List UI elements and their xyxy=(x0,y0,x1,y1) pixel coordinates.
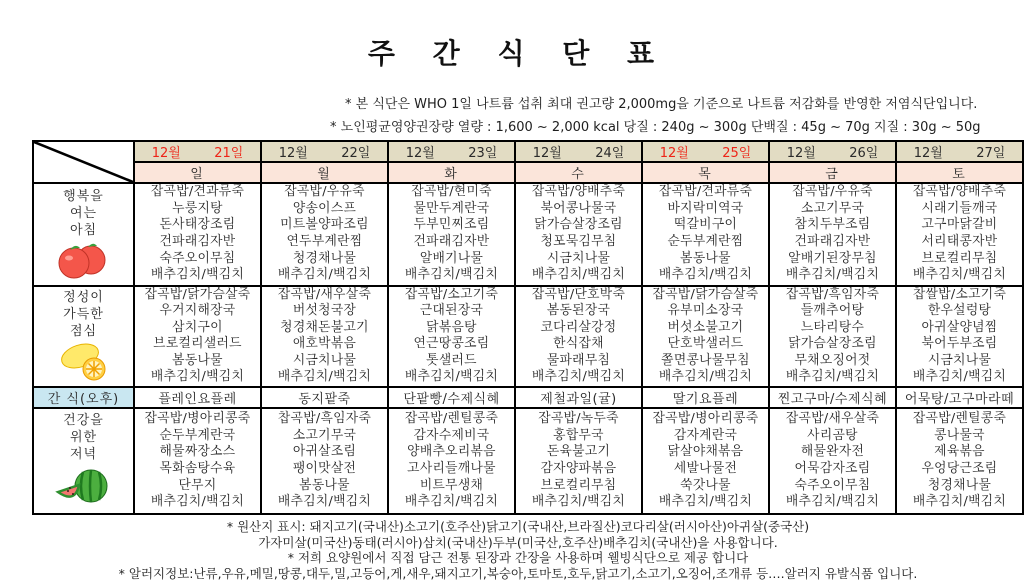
menu-item: 건파래김자반 xyxy=(413,234,490,249)
menu-item: 배추김치/백김치 xyxy=(531,369,626,385)
day-cell-wed: 수 xyxy=(515,162,642,183)
menu-item: 브로컬리무침 xyxy=(921,250,998,266)
menu-item: 잡곡밥/닭가슴살죽 xyxy=(652,286,759,302)
menu-cell-tue-dinner xyxy=(388,408,515,514)
day-row xyxy=(33,162,1023,183)
menu-cell-fri-dinner xyxy=(769,408,896,514)
watermelon-icon-wrap xyxy=(34,464,133,510)
menu-cell-fri-lunch xyxy=(769,286,896,388)
menu-item: 느타리탕수 xyxy=(800,319,865,335)
menu-item: 배추김치/백김치 xyxy=(150,494,245,510)
menu-cell-sun-snack: 플레인요플레 xyxy=(134,387,261,408)
menu-item: 참치두부조림 xyxy=(794,217,871,233)
origin-note-line1: * 원산지 표시: 돼지고기(국내산)소고기(호주산)닭고기(국내산,브라질산)코다리살(러시아산)아귀살(중국산) xyxy=(226,519,810,535)
menu-item: 톳샐러드 xyxy=(426,352,477,368)
menu-table-body xyxy=(33,141,1023,515)
menu-item: 우거지해장국 xyxy=(159,303,236,319)
menu-item: 콩나물국 xyxy=(934,427,985,443)
menu-item: 잡곡밥/단호박죽 xyxy=(531,286,626,302)
menu-cell-sat-dinner xyxy=(896,408,1023,514)
menu-item: 배추김치/백김치 xyxy=(658,267,753,283)
menu-item: 코다리살강정 xyxy=(540,319,617,335)
menu-cell-thu-lunch xyxy=(642,286,769,388)
menu-cell-tue-snack: 단팥빵/수제식혜 xyxy=(388,387,515,408)
corner-cell xyxy=(33,141,134,183)
menu-item: 봄동나물 xyxy=(299,477,350,493)
menu-item: 단호박샐러드 xyxy=(667,336,744,352)
menu-cell-mon-snack: 동지팥죽 xyxy=(261,387,388,408)
dinner-label-line: 위한 xyxy=(69,430,98,446)
menu-item: 봄동된장국 xyxy=(546,303,611,319)
day-cell-sat: 토 xyxy=(896,162,1023,183)
menu-item: 배추김치/백김치 xyxy=(404,369,499,385)
menu-item: 해물짜장소스 xyxy=(159,444,236,460)
menu-item: 비트무생채 xyxy=(419,477,484,493)
lunch-label-line: 점심 xyxy=(69,324,98,340)
menu-item: 숙주오이무침 xyxy=(794,477,871,493)
menu-item: 버섯청국장 xyxy=(292,303,357,319)
watermelon-icon xyxy=(55,464,113,510)
allergy-note: * 알러지정보:난류,우유,메밀,땅콩,대두,밀,고등어,게,새우,돼지고기,복숭아,토마토,호두,닭고기,소고기,오징어,조개류 등….알러지 유발식품 입니다. xyxy=(118,565,918,581)
menu-item: 건파래김자반 xyxy=(159,234,236,249)
date-cell-mon xyxy=(261,141,388,162)
date-month: 12월 xyxy=(278,145,308,161)
menu-item: 잡곡밥/양배추죽 xyxy=(912,184,1007,200)
origin-note-line2: 가자미살(미국산)동태(러시아)삼치(국내산)두부(미국산,호주산)배추김치(국내산)을 사용합니다. xyxy=(258,534,778,550)
menu-item: 양송이스프 xyxy=(292,200,357,216)
menu-item: 돈사태장조림 xyxy=(159,217,236,233)
date-cell-fri xyxy=(769,141,896,162)
menu-item: 두부민찌조림 xyxy=(413,217,490,233)
lunch-label-line: 정성이 xyxy=(63,290,104,306)
date-month: 12월 xyxy=(151,145,181,161)
menu-cell-sun-breakfast xyxy=(134,183,261,286)
menu-item: 배추김치/백김치 xyxy=(277,494,372,510)
menu-item: 잡곡밥/새우살죽 xyxy=(277,286,372,302)
menu-cell-fri-snack: 찐고구마/수제식혜 xyxy=(769,387,896,408)
menu-item: 한식잡채 xyxy=(553,336,604,352)
menu-item: 누룽지탕 xyxy=(172,200,223,216)
lunch-label-line: 가득한 xyxy=(63,307,104,323)
menu-item: 세발나물전 xyxy=(673,461,738,477)
menu-item: 청경채나물 xyxy=(927,477,992,493)
menu-item: 잡곡밥/양배추죽 xyxy=(531,184,626,200)
menu-item: 닭가슴살장조림 xyxy=(788,336,877,352)
menu-item: 배추김치/백김치 xyxy=(531,267,626,283)
date-cell-sat xyxy=(896,141,1023,162)
menu-item: 건파래김자반 xyxy=(794,234,871,249)
date-day: 27일 xyxy=(976,145,1006,161)
menu-item: 청경채나물 xyxy=(292,250,357,266)
menu-item: 버섯소불고기 xyxy=(667,319,744,335)
menu-item: 사리곰탕 xyxy=(807,427,858,443)
top-notes xyxy=(0,93,1036,135)
menu-cell-mon-lunch xyxy=(261,286,388,388)
date-cell-thu xyxy=(642,141,769,162)
menu-item: 삼치구이 xyxy=(172,319,223,335)
menu-item: 청경채돈불고기 xyxy=(280,319,369,335)
menu-item: 잡곡밥/소고기죽 xyxy=(404,286,499,302)
sodium-note: * 본 식단은 WHO 1일 나트륨 섭취 최대 권고량 2,000mg을 기준으로 나트륨 저감화를 반영한 저염식단입니다. xyxy=(345,96,978,112)
menu-item: 목화솜탕수육 xyxy=(159,461,236,477)
menu-item: 소고기무국 xyxy=(800,200,865,216)
menu-item: 배추김치/백김치 xyxy=(404,267,499,283)
menu-item: 고구마닭갈비 xyxy=(921,217,998,233)
menu-item: 북어두부조림 xyxy=(921,336,998,352)
menu-item: 떡갈비구이 xyxy=(673,217,738,233)
menu-cell-sat-snack: 어묵탕/고구마라떼 xyxy=(896,387,1023,408)
menu-item: 배추김치/백김치 xyxy=(277,267,372,283)
menu-item: 제육볶음 xyxy=(934,444,985,460)
menu-item: 브로컬리무침 xyxy=(540,477,617,493)
breakfast-label-line: 여는 xyxy=(69,206,98,221)
menu-item: 물만두계란국 xyxy=(413,200,490,216)
menu-item: 배추김치/백김치 xyxy=(150,267,245,283)
menu-item: 아귀살양념찜 xyxy=(921,319,998,335)
menu-item: 어묵감자조림 xyxy=(794,461,871,477)
menu-item: 잡곡밥/병아리콩죽 xyxy=(652,411,759,427)
menu-cell-sat-breakfast xyxy=(896,183,1023,286)
menu-item: 감자수제비국 xyxy=(413,427,490,443)
menu-item: 유부미소장국 xyxy=(667,303,744,319)
day-cell-sun: 일 xyxy=(134,162,261,183)
dinner-label-line: 건강을 xyxy=(63,413,104,429)
menu-item: 봄동나물 xyxy=(680,250,731,266)
menu-item: 서리태콩자반 xyxy=(921,234,998,249)
menu-cell-wed-lunch xyxy=(515,286,642,388)
menu-item: 잡곡밥/녹두죽 xyxy=(538,411,619,427)
menu-item: 브로컬리샐러드 xyxy=(153,336,242,352)
menu-item: 애호박볶음 xyxy=(292,336,357,352)
breakfast-label-line: 아침 xyxy=(69,223,98,238)
weekly-menu-page xyxy=(0,19,1036,581)
dinner-row-label xyxy=(33,408,134,514)
date-month: 12월 xyxy=(913,145,943,161)
menu-item: 시금치나물 xyxy=(546,250,611,266)
date-day: 22일 xyxy=(341,145,371,161)
menu-item: 쑥갓나물 xyxy=(680,477,731,493)
bottom-notes xyxy=(0,519,1036,581)
menu-item: 봄동나물 xyxy=(172,352,223,368)
day-cell-tue: 화 xyxy=(388,162,515,183)
menu-item: 잡곡밥/우유죽 xyxy=(792,184,873,200)
menu-item: 닭볶음탕 xyxy=(426,319,477,335)
menu-item: 쫄면콩나물무침 xyxy=(661,352,750,368)
menu-item: 아귀살조림 xyxy=(292,444,357,460)
menu-item: 연두부계란찜 xyxy=(286,234,363,249)
menu-cell-thu-breakfast xyxy=(642,183,769,286)
menu-item: 잡곡밥/렌틸콩죽 xyxy=(404,411,499,427)
menu-item: 양배추오리볶음 xyxy=(407,444,496,460)
menu-item: 우엉당근조림 xyxy=(921,461,998,477)
menu-item: 배추김치/백김치 xyxy=(785,369,880,385)
menu-item: 홍합무국 xyxy=(553,427,604,443)
snack-row-label: 간 식(오후) xyxy=(33,387,134,408)
breakfast-row xyxy=(33,183,1023,286)
menu-cell-thu-snack: 딸기요플레 xyxy=(642,387,769,408)
menu-item: 무채오징어젓 xyxy=(794,352,871,368)
menu-item: 배추김치/백김치 xyxy=(404,494,499,510)
menu-item: 감자계란국 xyxy=(673,427,738,443)
menu-item: 찹쌀밥/소고기죽 xyxy=(912,286,1007,302)
menu-cell-mon-dinner xyxy=(261,408,388,514)
menu-item: 알배기된장무침 xyxy=(788,250,877,266)
menu-item: 연근땅콩조림 xyxy=(413,336,490,352)
date-month: 12월 xyxy=(405,145,435,161)
menu-item: 배추김치/백김치 xyxy=(912,267,1007,283)
date-day: 23일 xyxy=(468,145,498,161)
menu-item: 소고기무국 xyxy=(292,427,357,443)
menu-item: 잡곡밥/현미죽 xyxy=(411,184,492,200)
menu-table xyxy=(32,140,1024,516)
menu-item: 배추김치/백김치 xyxy=(277,369,372,385)
menu-item: 순두부계란국 xyxy=(159,427,236,443)
menu-item: 닭살야채볶음 xyxy=(667,444,744,460)
menu-cell-fri-breakfast xyxy=(769,183,896,286)
menu-item: 배추김치/백김치 xyxy=(912,369,1007,385)
menu-item: 배추김치/백김치 xyxy=(785,267,880,283)
menu-item: 배추김치/백김치 xyxy=(658,369,753,385)
menu-item: 잡곡밥/흑임자죽 xyxy=(785,286,880,302)
date-cell-sun xyxy=(134,141,261,162)
menu-item: 배추김치/백김치 xyxy=(150,369,245,385)
menu-item: 팽이맛살전 xyxy=(292,461,357,477)
sauce-note: * 저희 요양원에서 직접 담근 전통 된장과 간장을 사용하며 웰빙식단으로 제공 합니다 xyxy=(287,550,749,566)
tomato-icon-wrap xyxy=(34,240,133,280)
tomato-icon xyxy=(56,240,112,280)
date-row xyxy=(33,141,1023,162)
menu-cell-wed-snack: 제철과일(귤) xyxy=(515,387,642,408)
day-cell-mon: 월 xyxy=(261,162,388,183)
lunch-row-label xyxy=(33,286,134,388)
menu-item: 시래기들깨국 xyxy=(921,200,998,216)
breakfast-label-line: 행복을 xyxy=(63,189,104,204)
date-day: 25일 xyxy=(722,145,752,161)
menu-item: 북어콩나물국 xyxy=(540,200,617,216)
menu-item: 배추김치/백김치 xyxy=(912,494,1007,510)
date-month: 12월 xyxy=(532,145,562,161)
menu-item: 시금치나물 xyxy=(927,352,992,368)
menu-item: 잡곡밥/병아리콩죽 xyxy=(144,411,251,427)
day-cell-fri: 금 xyxy=(769,162,896,183)
lunch-row xyxy=(33,286,1023,388)
menu-item: 잡곡밥/견과류죽 xyxy=(150,184,245,200)
menu-item: 잡곡밥/견과류죽 xyxy=(658,184,753,200)
date-day: 24일 xyxy=(595,145,625,161)
menu-item: 잡곡밥/우유죽 xyxy=(284,184,365,200)
menu-item: 배추김치/백김치 xyxy=(531,494,626,510)
menu-item: 찹곡밥/흑임자죽 xyxy=(277,411,372,427)
date-cell-wed xyxy=(515,141,642,162)
menu-item: 숙주오이무침 xyxy=(159,250,236,266)
lemon-icon-wrap xyxy=(34,341,133,383)
menu-item: 순두부계란찜 xyxy=(667,234,744,249)
menu-cell-tue-lunch xyxy=(388,286,515,388)
menu-cell-sat-lunch xyxy=(896,286,1023,388)
menu-item: 들깨추어탕 xyxy=(800,303,865,319)
date-cell-tue xyxy=(388,141,515,162)
menu-item: 잡곡밥/렌틸콩죽 xyxy=(912,411,1007,427)
menu-item: 미트볼양파조림 xyxy=(280,217,369,233)
menu-item: 고사리들깨나물 xyxy=(407,461,496,477)
day-cell-thu: 목 xyxy=(642,162,769,183)
nutrition-note: * 노인평균영양권장량 열량 : 1,600 ~ 2,000 kcal 당질 : 240g ~ 300g 단백질 : 45g ~ 70g 지질 : 30g ~ 50g xyxy=(330,119,981,135)
menu-item: 한우설렁탕 xyxy=(927,303,992,319)
menu-cell-thu-dinner xyxy=(642,408,769,514)
date-day: 26일 xyxy=(849,145,879,161)
menu-cell-mon-breakfast xyxy=(261,183,388,286)
menu-item: 청포묵김무침 xyxy=(540,234,617,249)
menu-item: 알배기나물 xyxy=(419,250,484,266)
diagonal-line-icon xyxy=(34,142,133,182)
dinner-label-line: 저녁 xyxy=(69,447,98,463)
menu-item: 배추김치/백김치 xyxy=(658,494,753,510)
menu-item: 배추김치/백김치 xyxy=(785,494,880,510)
menu-item: 잡곡밥/닭가슴살죽 xyxy=(144,286,251,302)
breakfast-row-label xyxy=(33,183,134,286)
date-month: 12월 xyxy=(659,145,689,161)
page-title: 주 간 식 단 표 xyxy=(367,36,669,70)
menu-item: 해물완자전 xyxy=(800,444,865,460)
menu-item: 돈육불고기 xyxy=(546,444,611,460)
menu-item: 바지락미역국 xyxy=(667,200,744,216)
date-day: 21일 xyxy=(214,145,244,161)
menu-item: 단무지 xyxy=(178,477,217,493)
menu-cell-sun-dinner xyxy=(134,408,261,514)
menu-cell-wed-breakfast xyxy=(515,183,642,286)
date-month: 12월 xyxy=(786,145,816,161)
dinner-row xyxy=(33,408,1023,514)
snack-row xyxy=(33,387,1023,408)
menu-cell-wed-dinner xyxy=(515,408,642,514)
menu-item: 잡곡밥/새우살죽 xyxy=(785,411,880,427)
menu-item: 시금치나물 xyxy=(292,352,357,368)
menu-item: 근대된장국 xyxy=(419,303,484,319)
lemon-icon xyxy=(56,341,112,383)
menu-item: 물파래무침 xyxy=(546,352,611,368)
menu-cell-tue-breakfast xyxy=(388,183,515,286)
menu-cell-sun-lunch xyxy=(134,286,261,388)
menu-item: 닭가슴살장조림 xyxy=(534,217,623,233)
menu-item: 감자양파볶음 xyxy=(540,461,617,477)
